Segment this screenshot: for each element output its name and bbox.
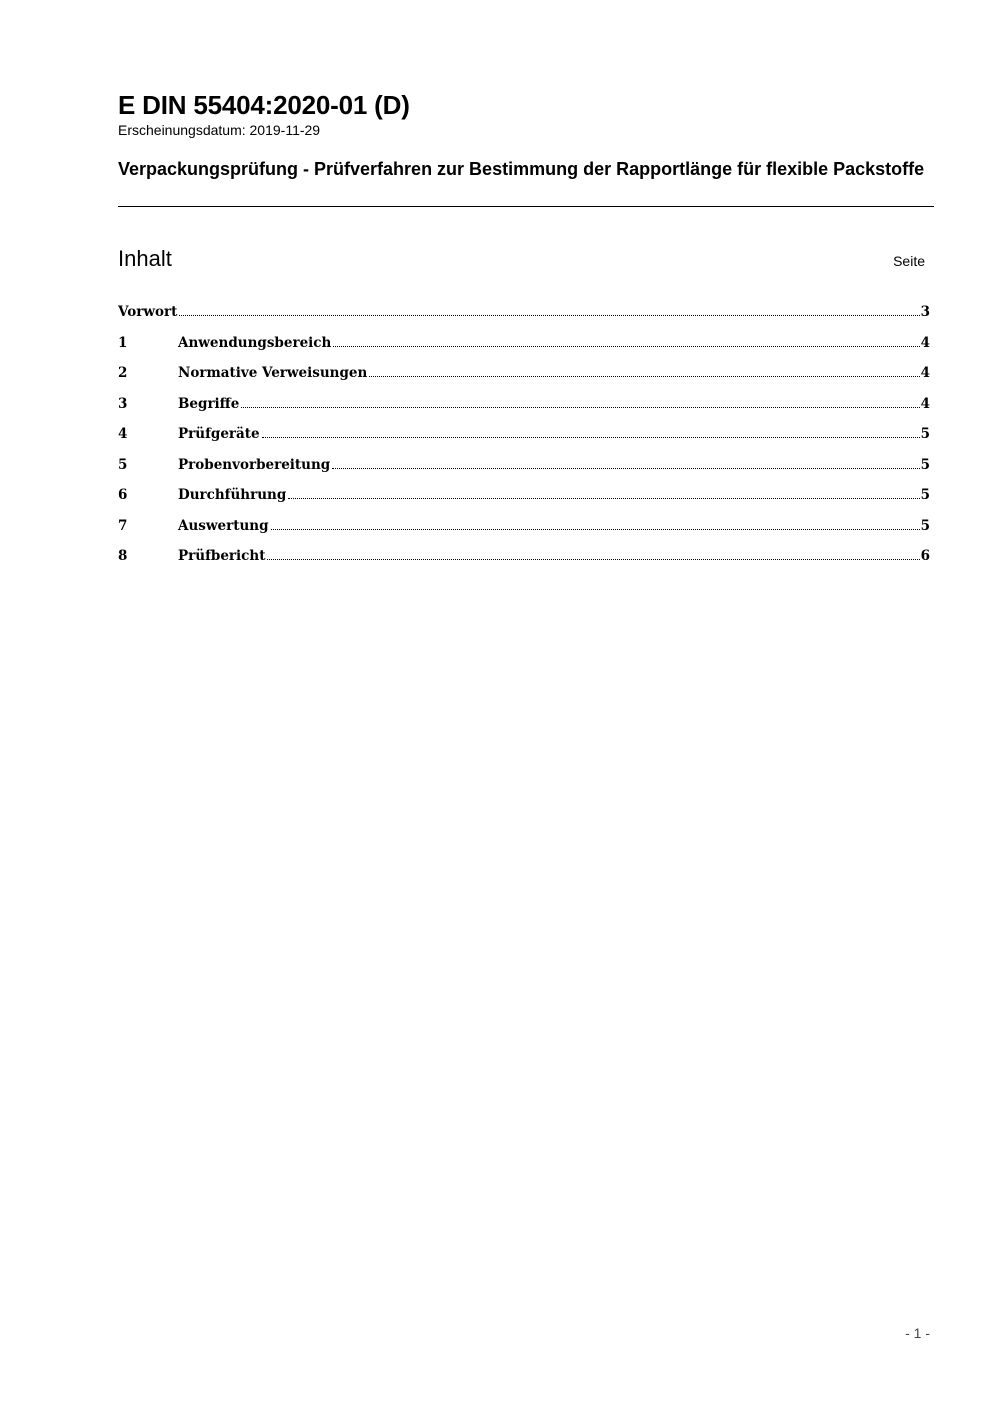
toc-leader-dots [369,375,919,377]
toc-leader-dots [333,345,919,347]
document-title: Verpackungsprüfung - Prüfverfahren zur Bestimmung der Rapportlänge für flexible Packstoffe [118,159,925,179]
table-of-contents [118,300,930,575]
toc-entry[interactable] [118,422,930,453]
toc-entry-page: 5 [920,487,930,503]
toc-entry-label: Begriffe [178,395,240,412]
toc-entry[interactable] [118,392,930,423]
toc-entry[interactable] [118,544,930,575]
toc-entry-label: Auswertung [178,517,269,534]
toc-entry-page: 5 [920,517,930,534]
toc-entry-number: 4 [118,426,128,442]
toc-entry-number: 8 [118,548,128,564]
toc-leader-dots [262,436,920,438]
toc-entry[interactable] [118,453,930,484]
title-divider [118,206,934,207]
toc-entry[interactable] [118,361,930,392]
toc-entry-page: 5 [920,426,930,442]
toc-leader-dots [332,467,919,469]
publication-date: Erscheinungsdatum: 2019-11-29 [118,122,321,138]
toc-entry-label: Prüfbericht [178,548,266,564]
toc-entry-number: 3 [118,395,128,412]
toc-entry-label: Durchführung [178,487,287,503]
toc-leader-dots [267,558,919,560]
toc-entry-number: 5 [118,456,128,473]
document-id: E DIN 55404:2020-01 (D) [118,90,410,120]
toc-entry-label: Normative Verweisungen [178,365,368,381]
toc-entry[interactable] [118,483,930,514]
toc-entry-number: 2 [118,365,128,381]
toc-entry[interactable] [118,300,930,331]
toc-entry[interactable] [118,514,930,545]
toc-entry-number: 7 [118,517,128,534]
toc-entry-number: 1 [118,334,128,351]
toc-leader-dots [288,497,919,499]
toc-leader-dots [179,314,919,316]
toc-leader-dots [241,406,919,408]
toc-entry-label: Anwendungsbereich [178,334,332,351]
toc-entry-page: 5 [920,456,930,473]
toc-entry-label: Vorwort [118,304,178,320]
toc-entry-page: 6 [920,548,930,564]
page-number: - 1 - [905,1325,930,1341]
toc-entry[interactable] [118,331,930,362]
toc-entry-page: 4 [920,395,930,412]
toc-entry-page: 4 [920,365,930,381]
toc-entry-page: 4 [920,334,930,351]
toc-entry-page: 3 [920,304,930,320]
toc-entry-label: Prüfgeräte [178,426,260,442]
toc-page-column-label: Seite [893,253,925,269]
toc-entry-label: Probenvorbereitung [178,456,331,473]
toc-entry-number: 6 [118,487,128,503]
toc-leader-dots [271,528,920,530]
toc-heading: Inhalt [118,246,172,271]
